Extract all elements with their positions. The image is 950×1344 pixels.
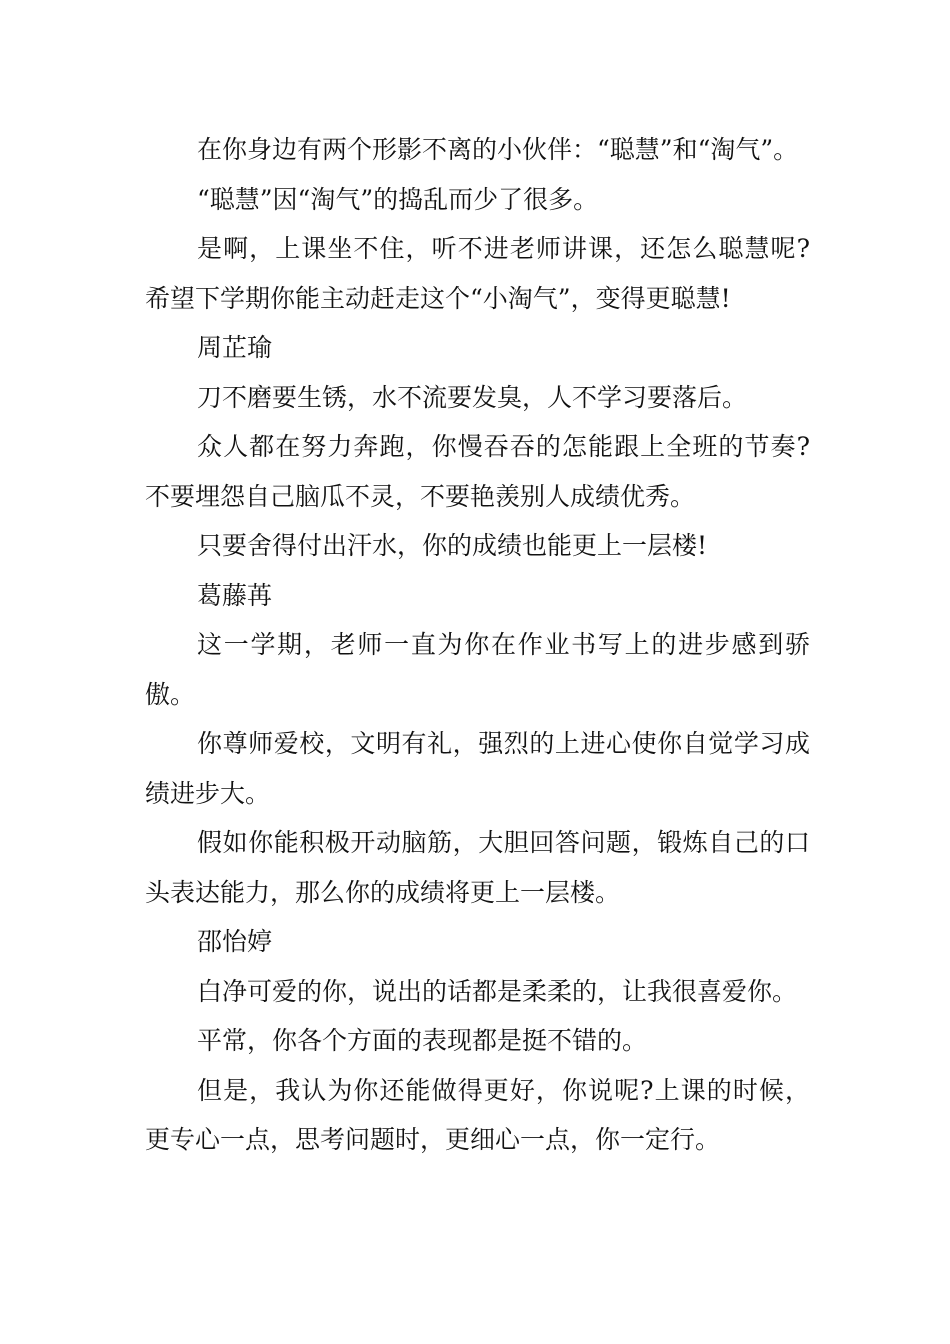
student-name: 周芷瑜 — [197, 333, 273, 362]
paragraph: 是啊，上课坐不住，听不进老师讲课，还怎么聪慧呢?希望下学期你能主动赶走这个“小淘气”，变得更聪慧! — [145, 234, 810, 313]
paragraph: 假如你能积极开动脑筋，大胆回答问题，锻炼自己的口头表达能力，那么你的成绩将更上一层楼。 — [145, 828, 810, 907]
paragraph: 平常，你各个方面的表现都是挺不错的。 — [197, 1026, 648, 1055]
student-name: 葛藤苒 — [197, 580, 273, 610]
paragraph: 这一学期，老师一直为你在作业书写上的进步感到骄傲。 — [145, 630, 810, 709]
paragraph: 在你身边有两个形影不离的小伙伴：“聪慧”和“淘气”。 — [197, 135, 799, 164]
paragraph: 白净可爱的你，说出的话都是柔柔的，让我很喜爱你。 — [197, 976, 798, 1006]
paragraph: 但是，我认为你还能做得更好，你说呢?上课的时候，更专心一点，思考问题时，更细心一点，你一定行。 — [145, 1075, 810, 1154]
paragraph: 你尊师爱校，文明有礼，强烈的上进心使你自觉学习成绩进步大。 — [145, 729, 810, 808]
document-body — [145, 125, 810, 1165]
paragraph: 只要舍得付出汗水，你的成绩也能更上一层楼! — [197, 531, 708, 560]
paragraph: “聪慧”因“淘气”的捣乱而少了很多。 — [197, 184, 599, 214]
student-name: 邵怡婷 — [197, 927, 273, 956]
paragraph: 刀不磨要生锈，水不流要发臭，人不学习要落后。 — [197, 382, 748, 412]
paragraph: 众人都在努力奔跑，你慢吞吞的怎能跟上全班的节奏?不要埋怨自己脑瓜不灵，不要艳羡别人成绩优秀。 — [145, 432, 810, 511]
